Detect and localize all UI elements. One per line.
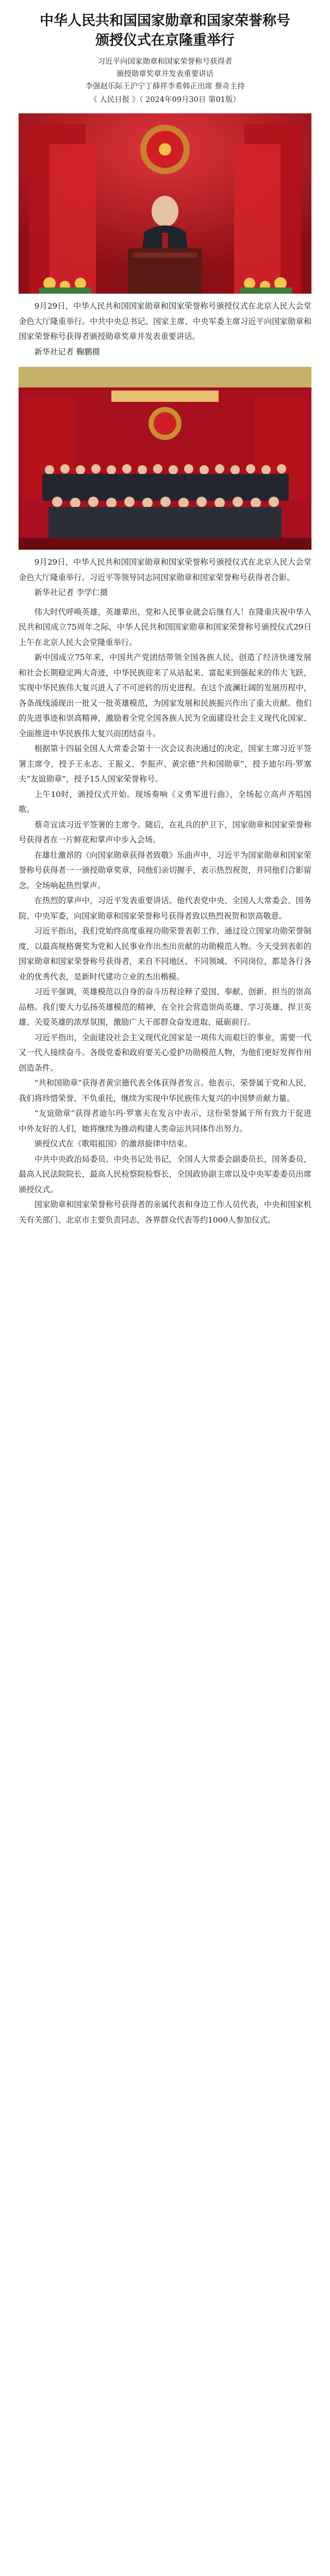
article-paragraph: 新中国成立75年来，中国共产党团结带领全国各族人民，创造了经济快速发展和社会长期稳定两大奇迹，中华民族迎来了从站起来、富起来到强起来的伟大飞跃，实现中华民族伟大复兴进入了不可逆转的历史进程。在这个波澜壮阔的发展历程中，各条战线涌现出一批又一批英雄模范，为国家发展和民族振兴作出了重大贡献。他们的先进事迹和崇高精神，激励着全党全国各族人民为全面建设社会主义现代化国家、全面推进中华民族伟大复兴而团结奋斗。 (19, 653, 311, 738)
article-paragraph: 蔡奇宣读习近平签署的主席令。随后，在礼兵的护卫下，国家勋章和国家荣誉称号获得者在一片鲜花和掌声中步入会场。 (19, 820, 311, 844)
photo1-caption: 9月29日，中华人民共和国国家勋章和国家荣誉称号颁授仪式在北京人民大会堂金色大厅隆重举行。中共中央总书记、国家主席、中央军委主席习近平向国家勋章和国家荣誉称号获得者颁授勋章奖章并发表重要讲话。 (19, 301, 311, 341)
article-paragraph: “共和国勋章”获得者黄宗德代表全体获得者发言。他表示，荣誉属于党和人民，我们将珍惜荣誉、不负重托，继续为实现中华民族伟大复兴的中国梦贡献力量。 (19, 1078, 311, 1103)
group-photo-image (19, 367, 311, 550)
article-paragraph: 习近平指出，我们党始终高度重视功勋荣誉表彰工作，通过设立国家功勋荣誉制度，以最高规格褒奖为党和人民事业作出杰出贡献的功勋模范人物。今天受到表彰的国家勋章和国家荣誉称号获得者，来自不同地区、不同领域、不同岗位，都是各行各业的优秀代表，是新时代建功立业的杰出楷模。 (19, 926, 311, 981)
article-paragraph: 颁授仪式在《歌唱祖国》的激昂旋律中结束。 (34, 1139, 192, 1148)
news-photo-speech (19, 113, 311, 294)
article-paragraph: 在雄壮激昂的《向国家勋章获得者致敬》乐曲声中，习近平为国家勋章和国家荣誉称号获得者一一颁授勋章奖章，同他们亲切握手，表示热烈祝贺，并同他们合影留念。全场响起热烈掌声。 (19, 850, 311, 890)
source-line: 《 人民日报 》（ 2024年09月30日 第01版） (90, 96, 240, 104)
photo2-credit: 新华社记者 李学仁摄 (34, 588, 108, 597)
article-paragraph: 在热烈的掌声中，习近平发表重要讲话。他代表党中央、全国人大常委会、国务院、中央军委，向国家勋章和国家荣誉称号获得者致以热烈祝贺和崇高敬意。 (19, 896, 311, 921)
subhead-2: 颁授勋章奖章并发表重要讲话 (116, 70, 214, 78)
news-photo-group (19, 367, 311, 550)
photo2-caption: 9月29日，中华人民共和国国家勋章和国家荣誉称号颁授仪式在北京人民大会堂金色大厅隆重举行。习近平等领导同志同国家勋章和国家荣誉称号获得者合影。 (19, 557, 311, 582)
subhead-1: 习近平向国家勋章和国家荣誉称号获得者 (97, 58, 233, 66)
headline (19, 11, 311, 50)
article-paragraph: 国家勋章和国家荣誉称号获得者的亲属代表和身边工作人员代表，中央和国家机关有关部门、北京市主要负责同志，各界群众代表等约1000人参加仪式。 (19, 1200, 311, 1225)
article-paragraph: 上午10时，颁授仪式开始。现场奏响《义勇军进行曲》，全场起立高声齐唱国歌。 (19, 789, 311, 814)
article-paragraph: 习近平指出，全面建设社会主义现代化国家是一项伟大而艰巨的事业，需要一代又一代人接续奋斗。各级党委和政府要关心爱护功勋模范人物，为他们更好发挥作用创造条件。 (19, 1032, 311, 1073)
article-paragraph: 根据第十四届全国人大常委会第十一次会议表决通过的决定，国家主席习近平签署主席令，授予王永志、王振义、李振声、黄宗德“共和国勋章”，授予迪尔玛·罗塞夫“友谊勋章”，授予15人国家荣誉称号。 (19, 744, 311, 784)
article-paragraph: 伟大时代呼唤英雄，英雄辈出，党和人民事业就会后继有人！在隆重庆祝中华人民共和国成立75周年之际，中华人民共和国国家勋章和国家荣誉称号颁授仪式29日上午在北京人民大会堂隆重举行。 (19, 607, 311, 647)
article-paragraph: 习近平强调，英雄模范以自身的奋斗历程诠释了爱国、奉献、创新、担当的崇高品格。我们要大力弘扬英雄模范的精神，在全社会营造崇尚英雄、学习英雄、捍卫英雄、关爱英雄的浓厚氛围，激励广大干部群众奋发进取、砥砺前行。 (19, 987, 311, 1027)
subhead-3: 李强赵乐际王沪宁丁薛祥李希韩正出席 蔡奇主持 (85, 82, 245, 91)
article-paragraph: “友谊勋章”获得者迪尔玛·罗塞夫在发言中表示，这份荣誉属于所有致力于促进中外友好的人们，她将继续为推动构建人类命运共同体作出努力。 (19, 1109, 311, 1133)
photo1-credit: 新华社记者 鞠鹏摄 (34, 347, 100, 357)
headline-line-1: 中华人民共和国国家勋章和国家荣誉称号 (40, 13, 290, 29)
article-paragraph: 中共中央政治局委员、中央书记处书记，全国人大常委会副委员长，国务委员，最高人民法院院长，最高人民检察院检察长，全国政协副主席以及中央军委委员出席颁授仪式。 (19, 1154, 311, 1194)
speech-photo-image (19, 113, 311, 294)
headline-line-2: 颁授仪式在京隆重举行 (95, 32, 235, 48)
article-body (19, 605, 311, 1228)
